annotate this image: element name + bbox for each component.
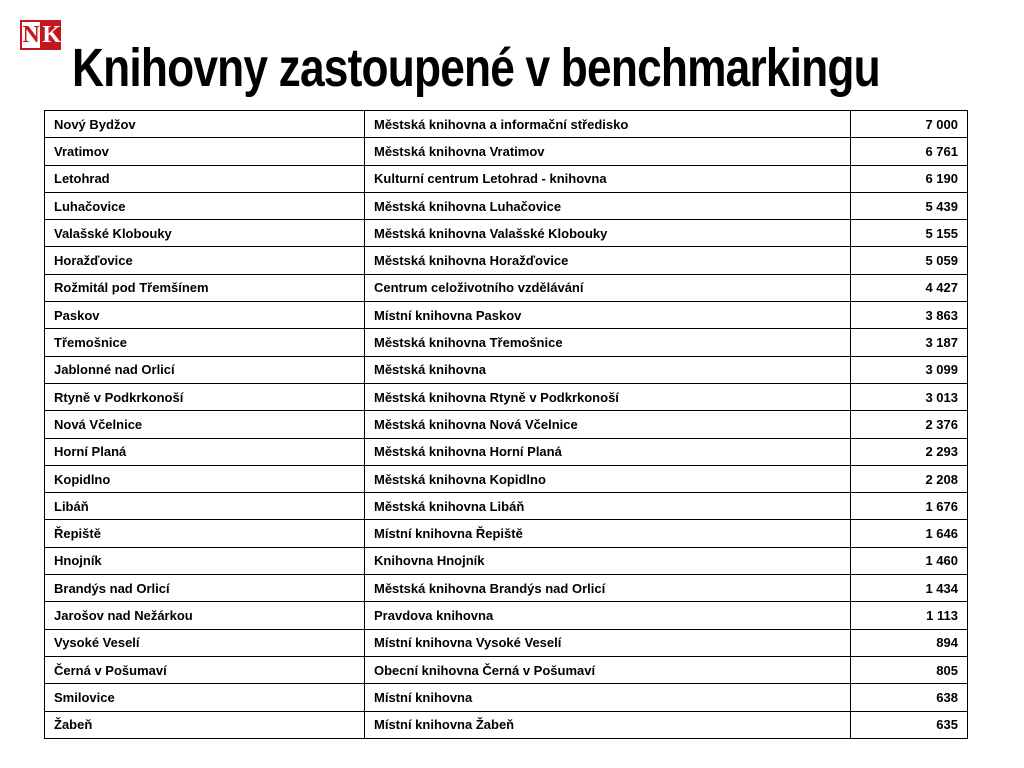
library-cell: Městská knihovna Vratimov — [365, 138, 851, 165]
table-row — [45, 356, 968, 383]
value-cell: 6 761 — [851, 138, 968, 165]
city-cell: Letohrad — [45, 165, 365, 192]
table-row — [45, 575, 968, 602]
library-cell: Centrum celoživotního vzdělávání — [365, 274, 851, 301]
value-cell: 7 000 — [851, 111, 968, 138]
library-cell: Městská knihovna a informační středisko — [365, 111, 851, 138]
value-cell: 805 — [851, 656, 968, 683]
library-cell: Místní knihovna Paskov — [365, 302, 851, 329]
value-cell: 1 434 — [851, 575, 968, 602]
logo-letter-n: N — [20, 20, 42, 50]
library-cell: Místní knihovna Vysoké Veselí — [365, 629, 851, 656]
table-row — [45, 383, 968, 410]
city-cell: Libáň — [45, 493, 365, 520]
city-cell: Hnojník — [45, 547, 365, 574]
library-cell: Městská knihovna Třemošnice — [365, 329, 851, 356]
value-cell: 1 676 — [851, 493, 968, 520]
library-cell: Městská knihovna Nová Včelnice — [365, 411, 851, 438]
city-cell: Horní Planá — [45, 438, 365, 465]
table-row — [45, 438, 968, 465]
value-cell: 4 427 — [851, 274, 968, 301]
table-row — [45, 547, 968, 574]
libraries-table — [44, 110, 968, 739]
table-row — [45, 192, 968, 219]
table-row — [45, 520, 968, 547]
table-row — [45, 247, 968, 274]
library-cell: Městská knihovna — [365, 356, 851, 383]
value-cell: 3 863 — [851, 302, 968, 329]
value-cell: 6 190 — [851, 165, 968, 192]
city-cell: Nová Včelnice — [45, 411, 365, 438]
value-cell: 894 — [851, 629, 968, 656]
table-row — [45, 411, 968, 438]
value-cell: 5 439 — [851, 192, 968, 219]
library-cell: Kulturní centrum Letohrad - knihovna — [365, 165, 851, 192]
value-cell: 5 155 — [851, 220, 968, 247]
library-cell: Místní knihovna Žabeň — [365, 711, 851, 738]
city-cell: Paskov — [45, 302, 365, 329]
library-cell: Pravdova knihovna — [365, 602, 851, 629]
library-cell: Městská knihovna Rtyně v Podkrkonoší — [365, 383, 851, 410]
table-row — [45, 329, 968, 356]
value-cell: 635 — [851, 711, 968, 738]
table-row — [45, 629, 968, 656]
table-row — [45, 684, 968, 711]
city-cell: Luhačovice — [45, 192, 365, 219]
city-cell: Brandýs nad Orlicí — [45, 575, 365, 602]
value-cell: 3 099 — [851, 356, 968, 383]
city-cell: Třemošnice — [45, 329, 365, 356]
city-cell: Vratimov — [45, 138, 365, 165]
city-cell: Černá v Pošumaví — [45, 656, 365, 683]
value-cell: 1 646 — [851, 520, 968, 547]
city-cell: Jablonné nad Orlicí — [45, 356, 365, 383]
libraries-table-body — [45, 111, 968, 739]
value-cell: 2 208 — [851, 465, 968, 492]
value-cell: 1 460 — [851, 547, 968, 574]
table-row — [45, 111, 968, 138]
value-cell: 2 376 — [851, 411, 968, 438]
library-cell: Městská knihovna Horní Planá — [365, 438, 851, 465]
city-cell: Řepiště — [45, 520, 365, 547]
library-cell: Městská knihovna Kopidlno — [365, 465, 851, 492]
city-cell: Žabeň — [45, 711, 365, 738]
value-cell: 3 187 — [851, 329, 968, 356]
library-cell: Městská knihovna Luhačovice — [365, 192, 851, 219]
page-title: Knihovny zastoupené v benchmarkingu — [72, 38, 880, 98]
table-row — [45, 656, 968, 683]
logo-letter-k: K — [42, 22, 61, 48]
value-cell: 5 059 — [851, 247, 968, 274]
value-cell: 1 113 — [851, 602, 968, 629]
value-cell: 638 — [851, 684, 968, 711]
table-row — [45, 602, 968, 629]
table-row — [45, 711, 968, 738]
city-cell: Vysoké Veselí — [45, 629, 365, 656]
table-row — [45, 138, 968, 165]
value-cell: 3 013 — [851, 383, 968, 410]
library-cell: Městská knihovna Horažďovice — [365, 247, 851, 274]
table-row — [45, 465, 968, 492]
city-cell: Jarošov nad Nežárkou — [45, 602, 365, 629]
city-cell: Rtyně v Podkrkonoší — [45, 383, 365, 410]
city-cell: Nový Bydžov — [45, 111, 365, 138]
nk-logo — [20, 20, 61, 50]
city-cell: Rožmitál pod Třemšínem — [45, 274, 365, 301]
table-row — [45, 274, 968, 301]
libraries-table-container — [44, 110, 967, 739]
city-cell: Kopidlno — [45, 465, 365, 492]
city-cell: Smilovice — [45, 684, 365, 711]
library-cell: Místní knihovna Řepiště — [365, 520, 851, 547]
library-cell: Místní knihovna — [365, 684, 851, 711]
table-row — [45, 165, 968, 192]
library-cell: Městská knihovna Libáň — [365, 493, 851, 520]
library-cell: Městská knihovna Valašské Klobouky — [365, 220, 851, 247]
library-cell: Knihovna Hnojník — [365, 547, 851, 574]
library-cell: Městská knihovna Brandýs nad Orlicí — [365, 575, 851, 602]
city-cell: Valašské Klobouky — [45, 220, 365, 247]
value-cell: 2 293 — [851, 438, 968, 465]
city-cell: Horažďovice — [45, 247, 365, 274]
table-row — [45, 302, 968, 329]
table-row — [45, 220, 968, 247]
table-row — [45, 493, 968, 520]
library-cell: Obecní knihovna Černá v Pošumaví — [365, 656, 851, 683]
